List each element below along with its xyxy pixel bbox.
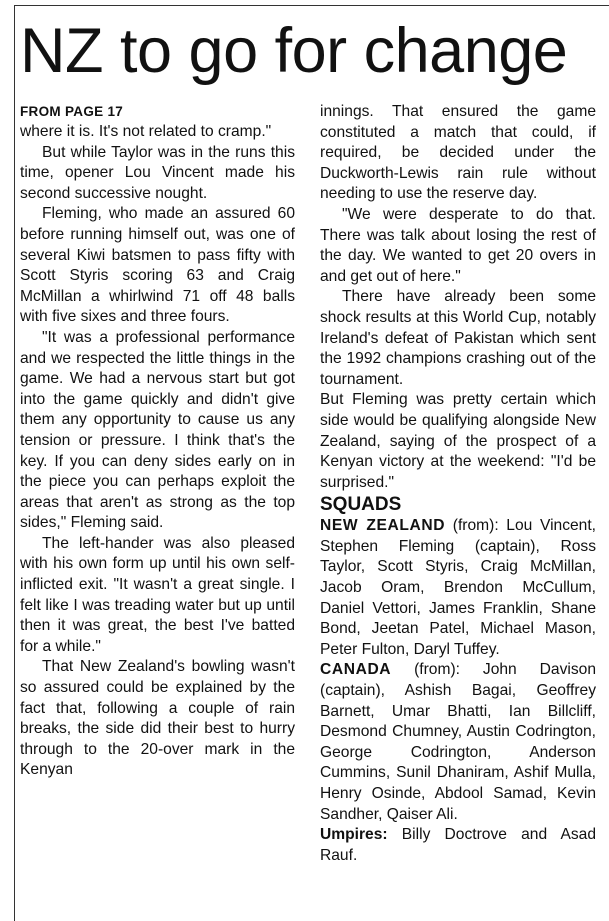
- paragraph: But Fleming was pretty certain which side would be qualifying alongside New Zealand, saying of the prospect of a Kenyan victory at the weekend: "I'd be surprised.": [320, 391, 596, 491]
- paragraph: But while Taylor was in the runs this time, opener Lou Vincent made his second successive nought.: [20, 143, 295, 202]
- umpires-list: Billy Doctrove and Asad Rauf.: [320, 826, 596, 864]
- paragraph: innings. That ensured the game constituted a match that could, if required, be decided under the Duckworth-Lewis rain rule without needing to use the reserve day.: [320, 103, 596, 203]
- column-1: [20, 102, 295, 781]
- headline: NZ to go for change: [20, 16, 568, 86]
- paragraph: The left-hander was also pleased with his own form up until his own self-inflicted exit. "It wasn't a great single. I felt like I was treading water but up until then it was great, the best I've batted for a while.": [20, 534, 295, 655]
- paragraph: "It was a professional performance and we respected the little things in the game. We had a nervous start but got into the game quickly and didn't give them any opportunity to cause us any tension or pressure. I think that's the key. If you can deny sides early on in the piece you can perhaps exploit the areas that aren't as strong as the top sides," Fleming said.: [20, 328, 295, 532]
- paragraph: where it is. It's not related to cramp.": [20, 123, 272, 140]
- paragraph: That New Zealand's bowling wasn't so assured could be explained by the fact that, following a couple of rain breaks, the side did their best to hurry through to the 20-over mark in the Kenyan: [20, 658, 295, 779]
- team-label: CANADA: [320, 661, 392, 679]
- column-2: [320, 102, 596, 866]
- continuation-kicker: FROM PAGE 17: [20, 104, 124, 119]
- paragraph: Fleming, who made an assured 60 before running himself out, was one of several Kiwi batsmen to pass fifty with Scott Styris scoring 63 and Craig McMillan a whirlwind 71 off 48 balls with five sixes and three fours.: [20, 205, 295, 326]
- squad-canada: [320, 660, 596, 825]
- team-list: (from): Lou Vincent, Stephen Fleming (captain), Ross Taylor, Scott Styris, Craig McMillan, Jacob Oram, Brendon McCullum, Daniel Vettori, James Franklin, Shane Bond, Jeetan Patel, Michael Mason, Peter Fulton, Daryl Tuffey.: [320, 517, 597, 658]
- left-rule: [14, 5, 15, 921]
- team-label: NEW ZEALAND: [320, 517, 446, 535]
- squads-heading: SQUADS: [320, 494, 402, 516]
- paragraph: "We were desperate to do that. There was talk about losing the rest of the day. We wanted to get 20 overs in and get out of here.": [320, 205, 596, 285]
- umpires-label: Umpires:: [320, 826, 388, 844]
- team-list: (from): John Davison (captain), Ashish Bagai, Geoffrey Barnett, Umar Bhatti, Ian Billcliff, Desmond Chumney, Austin Codrington, George Codrington, Anderson Cummins, Sunil Dhaniram, Ashif Mulla, Henry Osinde, Abdool Samad, Kevin Sandher, Qaiser Ali.: [320, 661, 596, 823]
- umpires: [320, 825, 596, 866]
- squad-new-zealand: [320, 516, 596, 660]
- paragraph: There have already been some shock results at this World Cup, notably Ireland's defeat of Pakistan which sent the 1992 champions crashing out of the tournament.: [320, 288, 596, 388]
